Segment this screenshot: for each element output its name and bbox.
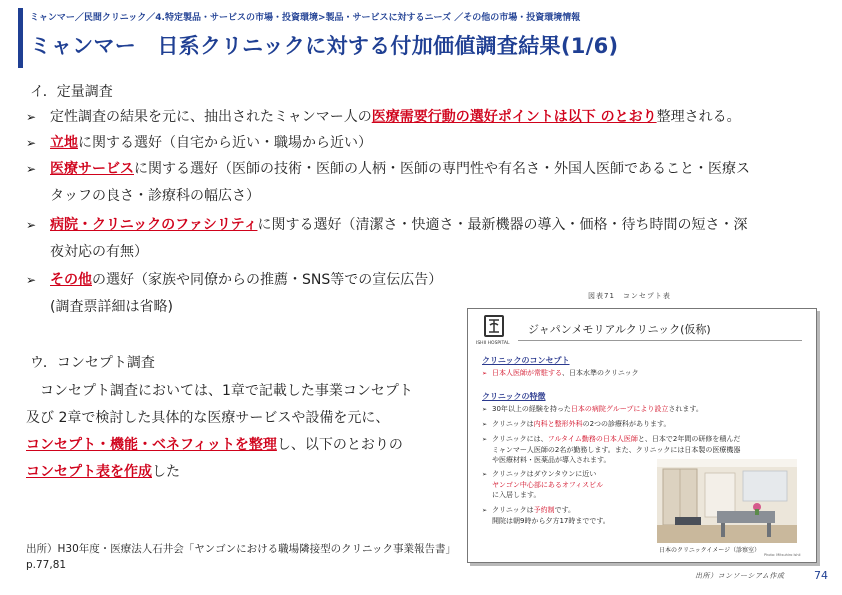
- concept-heading: クリニックのコンセプト: [482, 356, 570, 365]
- features-heading: クリニックの特徴: [482, 392, 546, 401]
- title-accent-bar: [18, 8, 23, 68]
- highlight-text: その他: [50, 272, 92, 288]
- paragraph-line: コンセプト調査においては、1章で記載した事業コンセプト: [26, 383, 413, 399]
- highlight-text: 医療需要行動の選好ポイントは以下 のとおり: [371, 109, 657, 125]
- page-title: ミャンマー 日系クリニックに対する付加価値調査結果(1/6): [30, 34, 619, 58]
- triangle-bullet-icon: ➢: [482, 406, 488, 413]
- triangle-bullet-icon: ➢: [482, 421, 488, 428]
- feature-item: ➢ クリニックは予約制です。 開院は朝9時から夕方17時までです。: [482, 506, 610, 525]
- feature-item: ➢ クリニックには、フルタイム勤務の日本人医師と、日本で2年間の研修を積んだ ミャンマー人医師の2名が勤務します。また、クリニックには日本製の医療機器 や医療材料・医薬品が導入されます。: [482, 435, 741, 464]
- arrow-bullet-icon: ➢: [26, 162, 37, 176]
- triangle-bullet-icon: ➢: [482, 370, 488, 377]
- figure-caption: 図表71 コンセプト表: [588, 292, 671, 300]
- arrow-bullet-icon: ➢: [26, 218, 37, 232]
- highlight-text: 医療サービス: [50, 161, 134, 177]
- bullet-item: ➢ 医療サービスに関する選好（医師の技術・医師の人柄・医師の専門性や有名さ・外国人医師であること・医療ス タッフの良さ・診療科の幅広さ）: [26, 161, 750, 204]
- bullet-item: ➢ 立地に関する選好（自宅から近い・職場から近い）: [26, 135, 372, 151]
- highlight-text: 病院・クリニックのファシリティ: [50, 217, 258, 233]
- triangle-bullet-icon: ➢: [482, 507, 488, 514]
- arrow-bullet-icon: ➢: [26, 136, 37, 150]
- logo-glyph-icon: [486, 317, 502, 335]
- concept-table-card: [467, 308, 817, 563]
- feature-item: ➢ 30年以上の経験を持った日本の病院グループにより設立されます。: [482, 405, 703, 413]
- feature-item: ➢ クリニックはダウンタウンに近い ヤンゴン中心部にあるオフィスビル に入居します。: [482, 470, 604, 499]
- photo-caption: 日本のクリニックイメージ（診察室）: [659, 547, 761, 554]
- triangle-bullet-icon: ➢: [482, 471, 488, 478]
- hospital-logo: ISHII HOSPITAL: [476, 315, 512, 353]
- section-heading-quantitative: イ．定量調査: [30, 84, 113, 100]
- logo-mark-icon: [484, 315, 504, 337]
- photo-credit: Photo: Mitsuhiro Ishii: [764, 553, 801, 557]
- arrow-bullet-icon: ➢: [26, 110, 37, 124]
- paragraph-line: コンセプト表を作成した: [26, 464, 180, 480]
- section-heading-concept: ウ．コンセプト調査: [30, 355, 155, 371]
- clinic-exam-room-photo: [657, 459, 797, 543]
- bullet-item: ➢ 定性調査の結果を元に、抽出されたミャンマー人の医療需要行動の選好ポイントは以下 のとおり整理される。: [26, 109, 741, 125]
- bullet-item: ➢ その他の選好（家族や同僚からの推薦・SNS等での宣伝広告） (調査票詳細は省略): [26, 272, 443, 315]
- feature-item: ➢ クリニックは内科と整形外科の2つの診療科があります。: [482, 420, 671, 428]
- paragraph-line: 及び 2章で検討した具体的な医療サービスや設備を元に、: [26, 410, 390, 426]
- figure-source: 出所）コンソーシアム作成: [695, 572, 785, 580]
- concept-item: ➢ 日本人医師が常駐する、日本水準のクリニック: [482, 369, 639, 377]
- triangle-bullet-icon: ➢: [482, 436, 488, 443]
- highlight-text: コンセプト表を作成: [26, 464, 152, 480]
- highlight-text: 立地: [50, 135, 78, 151]
- bullet-item: ➢ 病院・クリニックのファシリティに関する選好（清潔さ・快適さ・最新機器の導入・価格・待ち時間の短さ・深 夜対応の有無）: [26, 217, 748, 260]
- paragraph-line: コンセプト・機能・ベネフィットを整理し、以下のとおりの: [26, 437, 403, 453]
- page-number: 74: [814, 569, 828, 582]
- clinic-name: ジャパンメモリアルクリニック(仮称): [518, 315, 802, 341]
- arrow-bullet-icon: ➢: [26, 273, 37, 287]
- breadcrumb: ミャンマー／民間クリニック／4.特定製品・サービスの市場・投資環境>製品・サービスに対するニーズ ／その他の市場・投資環境情報: [30, 13, 581, 23]
- source-note: 出所）H30年度・医療法人石井会「ヤンゴンにおける職場隣接型のクリニック事業報告書」 p.77,81: [26, 543, 457, 571]
- highlight-text: コンセプト・機能・ベネフィットを整理: [26, 437, 277, 453]
